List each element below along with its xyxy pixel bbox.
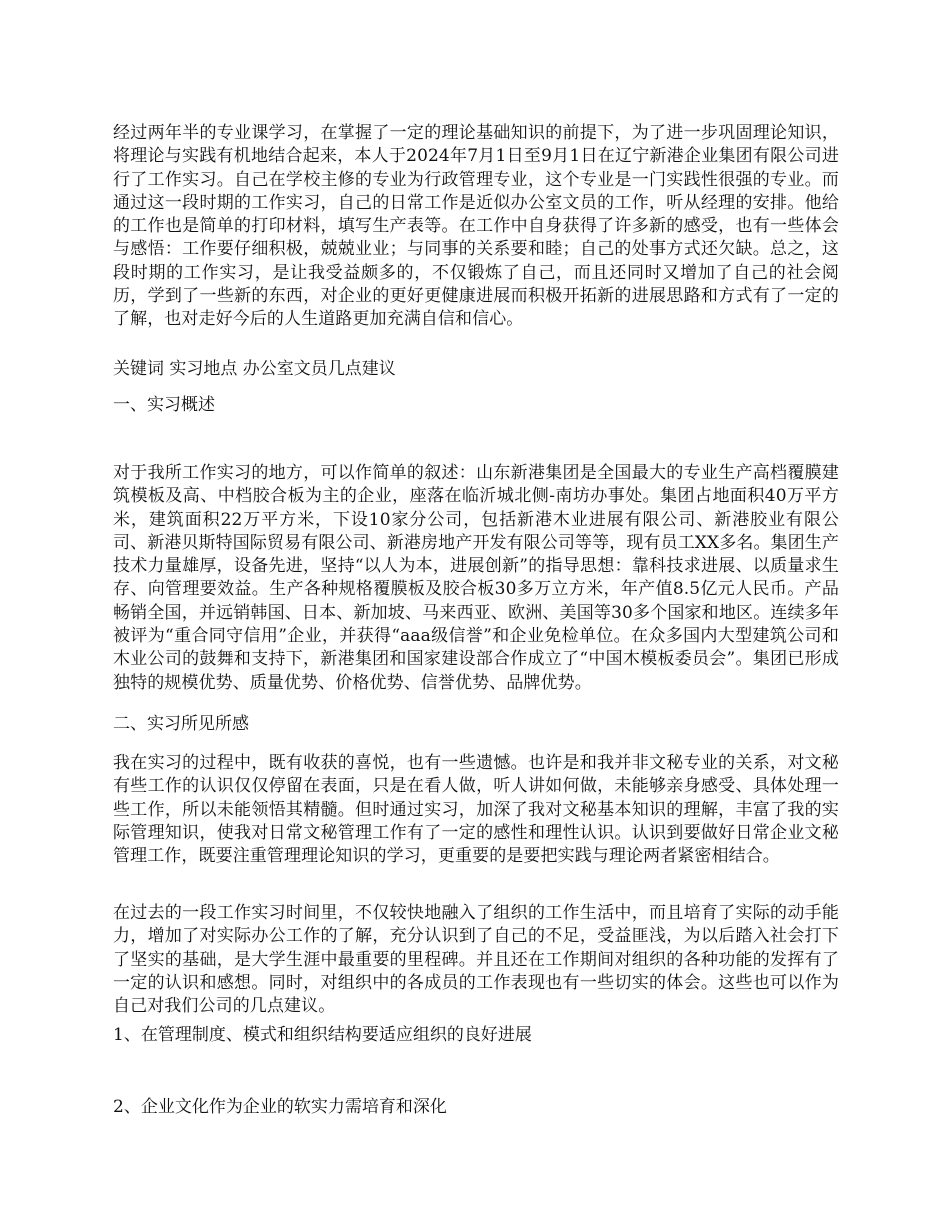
growth-paragraph: 在过去的一段工作实习时间里，不仅较快地融入了组织的工作生活中，而且培育了实际的动手能力，增加了对实际办公工作的了解，充分认识到了自己的不足，受益匪浅，为以后踏入社会打下了坚实的基础，是大学生涯中最重要的里程碑。并且还在工作期间对组织的各种功能的发挥有了一定的认识和感想。同时，对组织中的各成员的工作表现也有一些切实的体会。这些也可以作为自己对我们公司的几点建议。 [113,903,839,1017]
feelings-paragraph: 我在实习的过程中，既有收获的喜悦，也有一些遗憾。也许是和我并非文秘专业的关系，对文秘有些工作的认识仅仅停留在表面，只是在看人做，听人讲如何做，未能够亲身感受、具体处理一些工作，所以未能领悟其精髓。但时通过实习，加深了我对文秘基本知识的理解，丰富了我的实际管理知识，使我对日常文秘管理工作有了一定的感性和理性认识。认识到要做好日常企业文秘管理工作，既要注重管理理论知识的学习，更重要的是要把实践与理论两者紧密相结合。 [113,753,839,867]
section-heading-overview: 一、实习概述 [113,395,215,415]
keywords-line: 关键词 实习地点 办公室文员几点建议 [113,359,396,379]
overview-paragraph: 对于我所工作实习的地方，可以作简单的叙述：山东新港集团是全国最大的专业生产高档覆膜建筑模板及高、中档胶合板为主的企业，座落在临沂城北侧-南坊办事处。集团占地面积40万平方米，建筑面积22万平方米，下设10家分公司，包括新港木业进展有限公司、新港胶业有限公司、新港贝斯特国际贸易有限公司、新港房地产开发有限公司等等，现有员工XX多名。集团生产技术力量雄厚，设备先进，坚持“以人为本，进展创新”的指导思想：靠科技求进展、以质量求生存、向管理要效益。生产各种规格覆膜板及胶合板30多万立方米，年产值8.5亿元人民币。产品畅销全国，并远销韩国、日本、新加坡、马来西亚、欧洲、美国等30多个国家和地区。连续多年被评为“重合同守信用”企业，并获得“aaa级信誉”和企业免检单位。在众多国内大型建筑公司和木业公司的鼓舞和支持下，新港集团和国家建设部合作成立了“中国木模板委员会”。集团已形成独特的规模优势、质量优势、价格优势、信誉优势、品牌优势。 [113,463,839,693]
section-heading-feelings: 二、实习所见所感 [113,714,249,734]
suggestion-item-2: 2、企业文化作为企业的软实力需培育和深化 [113,1097,447,1117]
abstract-paragraph: 经过两年半的专业课学习，在掌握了一定的理论基础知识的前提下，为了进一步巩固理论知识，将理论与实践有机地结合起来，本人于2024年7月1日至9月1日在辽宁新港企业集团有限公司进行了工作实习。自己在学校主修的专业为行政管理专业，这个专业是一门实践性很强的专业。而通过这一段时期的工作实习，自己的日常工作是近似办公室文员的工作，听从经理的安排。他给的工作也是简单的打印材料，填写生产表等。在工作中自身获得了许多新的感受，也有一些体会与感悟：工作要仔细积极，兢兢业业；与同事的关系要和睦；自己的处事方式还欠缺。总之，这段时期的工作实习，是让我受益颇多的，不仅锻炼了自己，而且还同时又增加了自己的社会阅历，学到了一些新的东西，对企业的更好更健康进展而积极开拓新的进展思路和方式有了一定的了解，也对走好今后的人生道路更加充满自信和信心。 [113,123,839,330]
suggestion-item-1: 1、在管理制度、模式和组织结构要适应组织的良好进展 [113,1025,532,1045]
